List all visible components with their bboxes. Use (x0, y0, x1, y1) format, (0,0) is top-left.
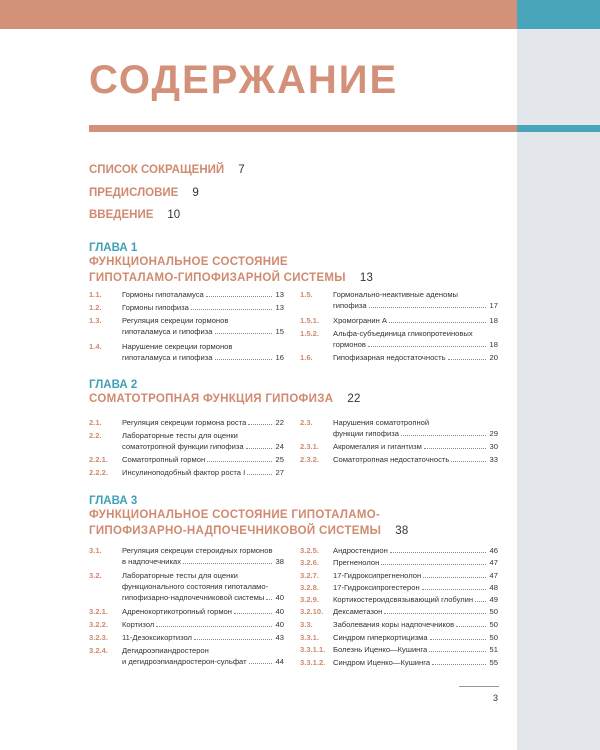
entry-title: Кортизол (122, 620, 155, 629)
page-number: 3 (493, 693, 499, 703)
entry-page: 20 (489, 353, 498, 362)
entry-title: Регуляция секреции стероидных гормонов (122, 546, 273, 555)
entry-number: 1.5. (300, 290, 313, 299)
entry-title: Нарушение секреции гормонов (122, 342, 233, 351)
chapter-page: 13 (359, 272, 374, 284)
entry-number: 3.2. (89, 571, 102, 580)
toc-entry[interactable] (300, 289, 498, 311)
entry-title: функции гипофиза (333, 429, 399, 438)
entry-title: Регуляция секреции гормона роста (122, 418, 247, 427)
entry-title: и дегидроэпиандростерон-сульфат (122, 657, 247, 666)
entry-title: Заболевания коры надпочечников (333, 620, 455, 629)
entry-number: 3.2.7. (300, 571, 319, 580)
entry-page: 16 (275, 353, 284, 362)
toc-entry[interactable] (300, 619, 498, 630)
side-strip (517, 29, 600, 750)
entry-number: 3.1. (89, 546, 102, 555)
chapter-title-line: СОМАТОТРОПНАЯ ФУНКЦИЯ ГИПОФИЗА (89, 393, 334, 405)
chapter-2-title[interactable] (89, 391, 361, 407)
entry-number: 1.4. (89, 342, 102, 351)
entry-page: 18 (489, 316, 498, 325)
entry-number: 3.2.9. (300, 595, 319, 604)
toc-page: 10 (167, 209, 181, 221)
entry-page: 48 (489, 583, 498, 592)
title-rule-accent (517, 125, 600, 132)
entry-number: 2.3.2. (300, 455, 319, 464)
toc-preface[interactable] (89, 187, 199, 199)
toc-page: 7 (238, 164, 245, 176)
entry-number: 2.2.1. (89, 455, 108, 464)
header-band (0, 0, 517, 29)
toc-entry[interactable] (89, 619, 284, 630)
entry-page: 17 (489, 301, 498, 310)
toc-entry[interactable] (300, 352, 498, 363)
entry-page: 25 (275, 455, 284, 464)
toc-entry[interactable] (89, 467, 284, 478)
entry-page: 40 (275, 607, 284, 616)
entry-number: 3.2.5. (300, 546, 319, 555)
toc-entry[interactable] (89, 570, 284, 603)
chapter-title-line: ФУНКЦИОНАЛЬНОЕ СОСТОЯНИЕ (89, 256, 288, 268)
entry-page: 55 (489, 658, 498, 667)
entry-number: 2.2. (89, 431, 102, 440)
entry-title: Альфа-субъединица гликопротеиновых (333, 329, 473, 338)
entry-title: Андростендион (333, 546, 388, 555)
entry-title: Гормонально-неактивные аденомы (333, 290, 459, 299)
entry-page: 50 (489, 620, 498, 629)
toc-entry[interactable] (89, 417, 284, 428)
toc-entry[interactable] (89, 289, 284, 300)
toc-entry[interactable] (300, 570, 498, 581)
entry-title: Соматотропный гормон (122, 455, 206, 464)
entry-page: 27 (275, 468, 284, 477)
entry-title: Хромогранин А (333, 316, 387, 325)
entry-number: 2.3. (300, 418, 313, 427)
toc-entry[interactable] (89, 645, 284, 667)
toc-entry[interactable] (300, 454, 498, 465)
entry-page: 22 (275, 418, 284, 427)
entry-number: 1.5.1. (300, 316, 319, 325)
toc-entry[interactable] (89, 632, 284, 643)
toc-label: ПРЕДИСЛОВИЕ (89, 187, 179, 199)
entry-page: 50 (489, 633, 498, 642)
chapter-title-line: ГИПОФИЗАРНО-НАДПОЧЕЧНИКОВОЙ СИСТЕМЫ (89, 525, 382, 537)
entry-number: 3.2.8. (300, 583, 319, 592)
entry-number: 1.3. (89, 316, 102, 325)
entry-title: Болезнь Иценко—Кушинга (333, 645, 428, 654)
entry-title: 17-Гидроксипрогестерон (333, 583, 420, 592)
entry-page: 18 (489, 340, 498, 349)
toc-entry[interactable] (89, 454, 284, 465)
entry-title: 17-Гидроксипрегненолон (333, 571, 422, 580)
toc-label: ВВЕДЕНИЕ (89, 209, 154, 221)
entry-number: 1.2. (89, 303, 102, 312)
entry-page: 38 (275, 557, 284, 566)
entry-page: 44 (275, 657, 284, 666)
entry-number: 3.3.1.1. (300, 645, 326, 654)
entry-number: 2.1. (89, 418, 102, 427)
toc-label: СПИСОК СОКРАЩЕНИЙ (89, 164, 225, 176)
entry-page: 15 (275, 327, 284, 336)
toc-entry[interactable] (300, 328, 498, 350)
chapter-title-line: ФУНКЦИОНАЛЬНОЕ СОСТОЯНИЕ ГИПОТАЛАМО- (89, 509, 381, 521)
page-title: СОДЕРЖАНИЕ (89, 58, 399, 102)
chapter-1-label: ГЛАВА 1 (89, 242, 138, 254)
entry-number: 3.2.3. (89, 633, 108, 642)
entry-title: гипофизарно-надпочечниковой системы (122, 593, 265, 602)
toc-entry[interactable] (300, 315, 498, 326)
entry-number: 3.2.6. (300, 558, 319, 567)
entry-page: 49 (489, 595, 498, 604)
entry-title: Соматотропная недостаточность (333, 455, 450, 464)
entry-title: Инсулиноподобный фактор роста I (122, 468, 246, 477)
toc-abbreviations[interactable] (89, 164, 245, 176)
entry-page: 13 (275, 290, 284, 299)
entry-page: 46 (489, 546, 498, 555)
toc-entry[interactable] (89, 606, 284, 617)
entry-page: 50 (489, 607, 498, 616)
entry-title: Синдром гиперкортицизма (333, 633, 428, 642)
chapter-3-title[interactable] (89, 507, 409, 539)
entry-number: 1.6. (300, 353, 313, 362)
entry-number: 3.3.1. (300, 633, 319, 642)
toc-entry[interactable] (300, 545, 498, 556)
toc-entry[interactable] (300, 606, 498, 617)
header-accent (517, 0, 600, 29)
toc-entry[interactable] (300, 657, 498, 668)
toc-entry[interactable] (89, 545, 284, 567)
entry-title: Гормоны гипофиза (122, 303, 189, 312)
toc-entry[interactable] (300, 582, 498, 593)
entry-title: Лабораторные тесты для оценки (122, 571, 238, 580)
entry-title: соматотропной функции гипофиза (122, 442, 244, 451)
entry-number: 3.2.10. (300, 607, 324, 616)
entry-title: гипофиза (333, 301, 367, 310)
entry-title: гипоталамуса и гипофиза (122, 353, 213, 362)
entry-page: 33 (489, 455, 498, 464)
chapter-title-line: ГИПОТАЛАМО-ГИПОФИЗАРНОЙ СИСТЕМЫ (89, 272, 346, 284)
entry-title: Прегненолон (333, 558, 380, 567)
entry-title: гипоталамуса и гипофиза (122, 327, 213, 336)
toc-entry[interactable] (89, 302, 284, 313)
entry-number: 2.2.2. (89, 468, 108, 477)
toc-entry[interactable] (300, 417, 498, 439)
entry-page: 13 (275, 303, 284, 312)
entry-page: 51 (489, 645, 498, 654)
toc-entry[interactable] (89, 315, 284, 337)
entry-number: 1.5.2. (300, 329, 319, 338)
chapter-1-title[interactable] (89, 254, 373, 286)
entry-title: 11-Дезоксикортизол (122, 633, 192, 642)
toc-entry[interactable] (89, 430, 284, 452)
title-rule (89, 125, 517, 132)
chapter-2-label: ГЛАВА 2 (89, 379, 138, 391)
entry-title: Гипофизарная недостаточность (333, 353, 446, 362)
entry-number: 3.2.1. (89, 607, 108, 616)
entry-title: Дегидроэпиандростерон (122, 646, 209, 655)
chapter-3-label: ГЛАВА 3 (89, 495, 138, 507)
entry-page: 30 (489, 442, 498, 451)
entry-title: Кортикостероидсвязывающий глобулин (333, 595, 474, 604)
entry-title: в надпочечниках (122, 557, 181, 566)
entry-page: 29 (489, 429, 498, 438)
toc-introduction[interactable] (89, 209, 180, 221)
entry-page: 47 (489, 571, 498, 580)
entry-title: функционального состояния гипоталамо- (122, 582, 269, 591)
entry-page: 47 (489, 558, 498, 567)
entry-page: 43 (275, 633, 284, 642)
chapter-page: 38 (395, 525, 409, 537)
entry-title: Гормоны гипоталамуса (122, 290, 204, 299)
toc-entry[interactable] (300, 441, 498, 452)
entry-title: гормонов (333, 340, 366, 349)
entry-page: 40 (275, 620, 284, 629)
entry-number: 2.3.1. (300, 442, 319, 451)
entry-number: 3.3.1.2. (300, 658, 326, 667)
entry-title: Нарушения соматотропной (333, 418, 430, 427)
entry-title: Синдром Иценко—Кушинга (333, 658, 431, 667)
entry-number: 1.1. (89, 290, 102, 299)
toc-entry[interactable] (300, 594, 498, 605)
entry-number: 3.2.4. (89, 646, 108, 655)
toc-entry[interactable] (300, 557, 498, 568)
entry-number: 3.3. (300, 620, 313, 629)
toc-entry[interactable] (89, 341, 284, 363)
entry-title: Дексаметазон (333, 607, 383, 616)
entry-number: 3.2.2. (89, 620, 108, 629)
toc-entry[interactable] (300, 632, 498, 643)
entry-title: Регуляция секреции гормонов (122, 316, 229, 325)
entry-title: Акромегалия и гигантизм (333, 442, 422, 451)
toc-page: 9 (192, 187, 199, 199)
entry-title: Адренокортикотропный гормон (122, 607, 232, 616)
toc-entry[interactable] (300, 644, 498, 655)
chapter-page: 22 (347, 393, 361, 405)
entry-title: Лабораторные тесты для оценки (122, 431, 238, 440)
footer-rule (459, 686, 499, 687)
entry-page: 24 (275, 442, 284, 451)
entry-page: 40 (275, 593, 284, 602)
